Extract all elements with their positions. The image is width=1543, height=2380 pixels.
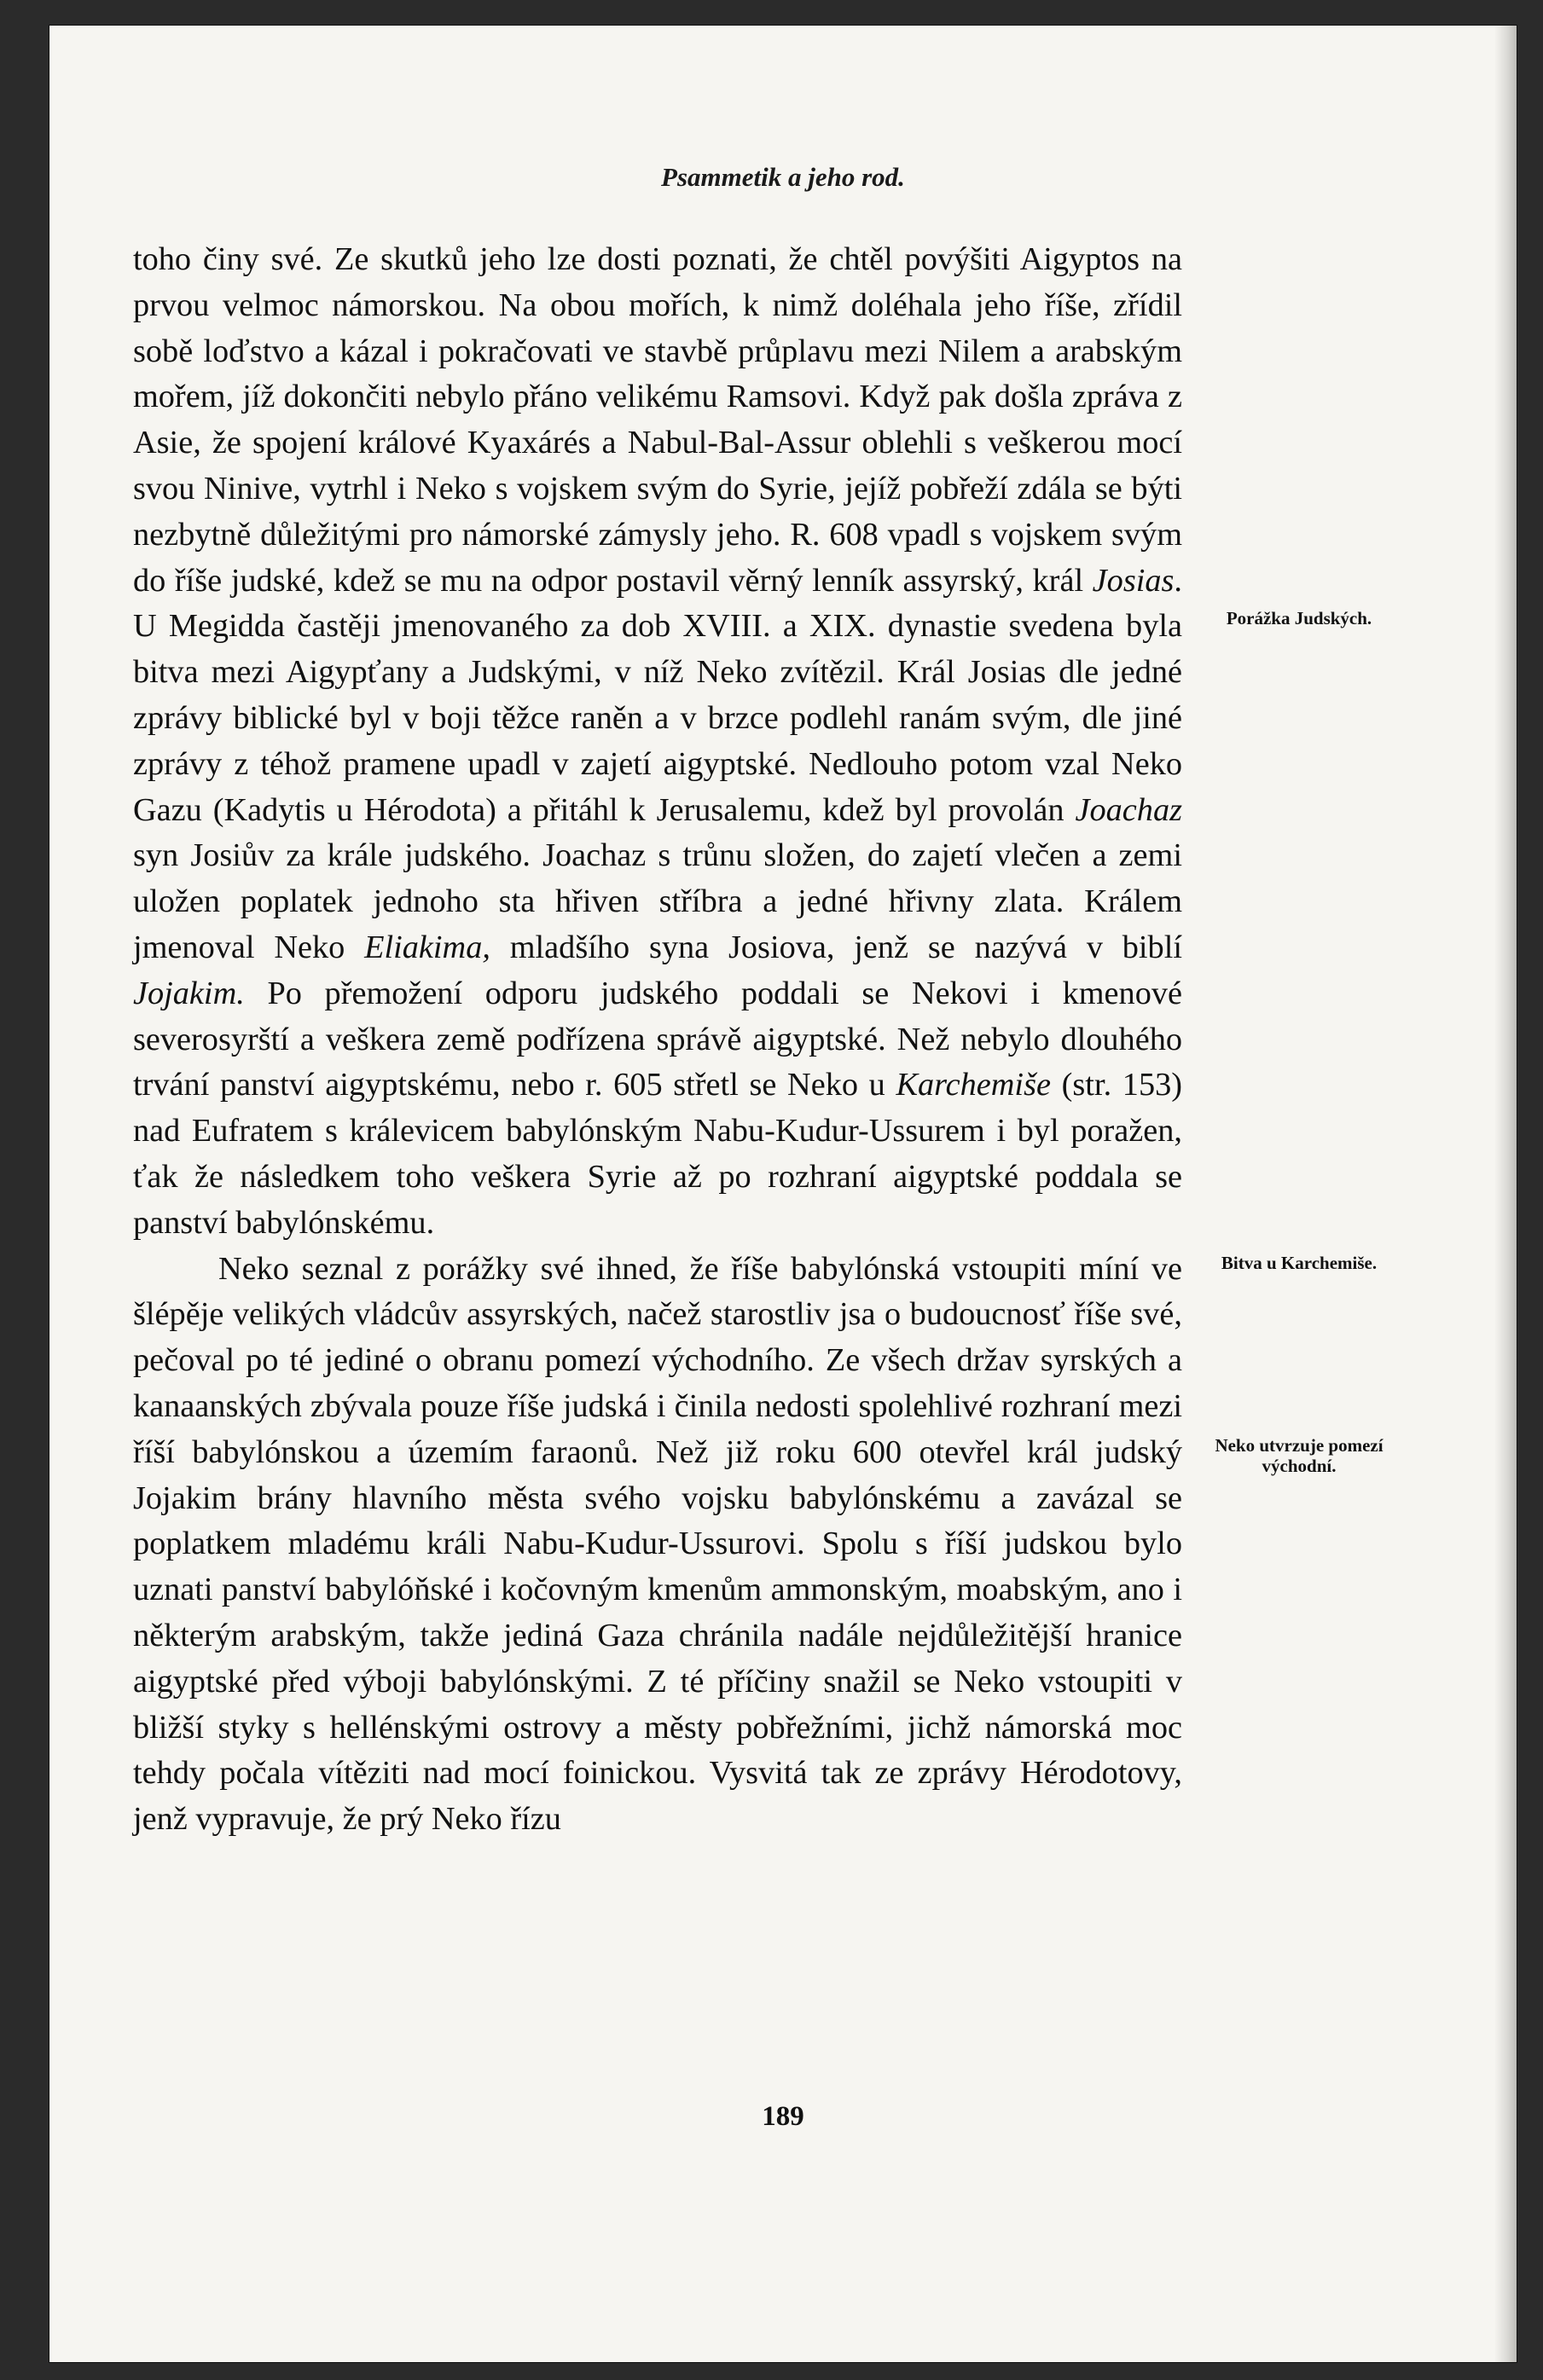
- page-number: 189: [762, 2101, 804, 2132]
- text-run: Neko seznal z porážky své ihned, že říše babylónská vstoupiti míní ve šlépěje velikých vládcův assyrských, načež starostliv jsa o budoucnosť říše své, pečoval po té jediné o obranu pomezí východního. Ze všech držav syrských a kanaanských zbývala pouze říše judská i činila nedosti spolehlivé rozhraní mezi říší babylónskou a územím faraonů. Než již roku 600 otevřel král judský Jojakim brány hlavního města svého vojsku babylónskému a zavázal se poplatkem mladému králi Nabu-Kudur-Ussurovi. Spolu s říší judskou bylo uznati panství babylóňské i kočovným kmenům ammonským, moabským, ano i některým arabským, takže jediná Gaza chránila nadále nejdůležitější hranice aigyptské před výboji babylónskými. Z té příčiny snažil se Neko vstoupiti v bližší styky s hellénskými ostrovy a městy pobřežními, jichž námorská moc tehdy počala vítěziti nad mocí foinickou. Vysvitá tak ze zprávy Hérodotovy, jenž vypravuje, že prý Neko řízu: [133, 1250, 1182, 1838]
- name-joachaz: Joachaz: [1075, 791, 1182, 828]
- name-eliakima: Eliakima,: [364, 929, 490, 965]
- text-run: syn Josiův za krále judského. Joachaz s trůnu složen, do zajetí vlečen a zemi uložen poplatek jednoho sta hřiven stříbra a jedné hřivny zlata. Králem jmenoval Neko: [133, 837, 1182, 965]
- book-page: [49, 26, 1517, 2362]
- text-run: mladšího syna Josiova, jenž se nazývá v biblí: [490, 929, 1182, 965]
- text-run: Po přemožení odporu judského poddali se Nekovi i kmenové severosyrští a veškera země podřízena správě aigyptské. Než nebylo dlouhého trvání panství aigyptskému, nebo r. 605 střetl se Neko u: [133, 975, 1182, 1103]
- running-head: Psammetik a jeho rod.: [661, 162, 905, 192]
- name-josias: Josias: [1092, 562, 1175, 599]
- paragraph-2: [133, 1247, 1182, 1843]
- page-edge: [1494, 26, 1517, 2362]
- text-run: (str. 153) nad Eufratem s králevicem babylónským Nabu-Kudur-Ussurem i byl poražen, ťak že následkem toho veškera Syrie až po rozhraní aigyptské poddala se panství babylónskému.: [133, 1067, 1182, 1241]
- sidenote-bitva: Bitva u Karchemiše.: [1221, 1253, 1378, 1273]
- text-run: toho činy své. Ze skutků jeho lze dosti poznati, že chtěl povýšiti Aigyptos na prvou velmoc námorskou. Na obou mořích, k nimž doléhala jeho říše, zřídil sobě loďstvo a kázal i pokračovati ve stavbě průplavu mezi Nilem a arabským mořem, jíž dokončiti nebylo přáno velikému Ramsovi. Když pak došla zpráva z Asie, že spojení králové Kyaxárés a Nabul-Bal-Assur oblehli s veškerou mocí svou Ninive, vytrhl i Neko s vojskem svým do Syrie, jejíž pobřeží zdála se býti nezbytně důležitými pro námorské zámysly jeho. R. 608 vpadl s vojskem svým do říše judské, kdež se mu na odpor postavil věrný lenník assyrský, král: [133, 241, 1182, 599]
- sidenote-neko: Neko utvrzuje pomezí východní.: [1215, 1435, 1383, 1476]
- text-run: . U Megidda častěji jmenovaného za dob XVIII. a XIX. dynastie svedena byla bitva mezi Aigypťany a Judskými, v níž Neko zvítězil. Král Josias dle jedné zprávy biblické byl v boji těžce raněn a v brzce podlehl ranám svým, dle jiné zprávy z téhož pramene upadl v zajetí aigyptské. Nedlouho potom vzal Neko Gazu (Kadytis u Hérodota) a přitáhl k Jerusalemu, kdež byl provolán: [133, 562, 1182, 828]
- name-karchemise: Karchemiše: [896, 1067, 1051, 1103]
- paragraph-1: [133, 237, 1182, 1247]
- name-jojakim: Jojakim.: [133, 975, 245, 1011]
- sidenote-porazka: Porážka Judských.: [1226, 608, 1372, 628]
- main-text: [133, 237, 1182, 1843]
